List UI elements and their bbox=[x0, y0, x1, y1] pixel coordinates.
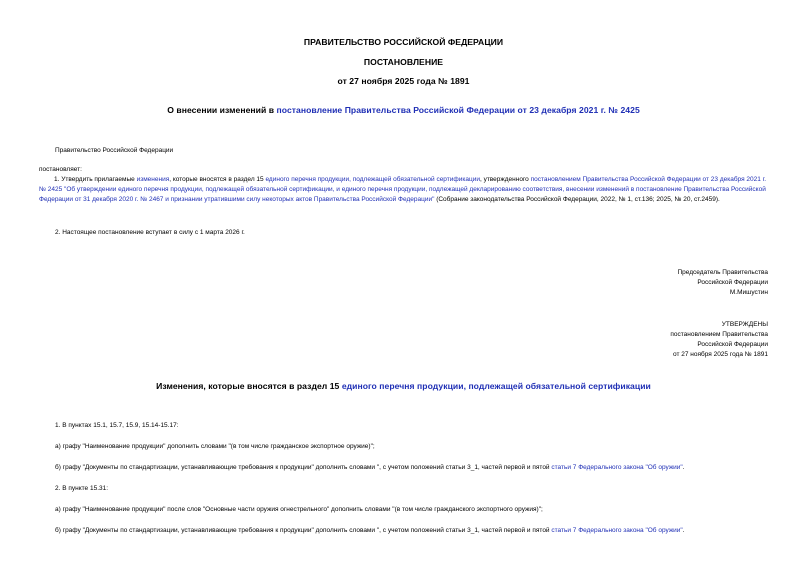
item-2a: а) графу "Наименование продукции" после слов "Основные части оружия огнестрельного" дополнить словами "(в том числе гражданского экспортного оружия)"; bbox=[55, 506, 543, 513]
approval-by: постановлением Правительства bbox=[670, 331, 768, 338]
item-2b bbox=[55, 526, 685, 536]
approval-country: Российской Федерации bbox=[697, 341, 768, 348]
link-decree-2425[interactable]: постановлением Правительства Российской Федерации от 23 декабря 2021 г. № 2425 "Об утверждении единого перечня продукции, подлежащей обязательной сертификации, и единого перечня продукции, подлежащей декларированию соответствия, внесении изменений в постановление Правительства Российской Федерации от 31 декабря 2020 г. № 2467 и признании утратившими силу некоторых актов Правительства Российской Федерации" bbox=[39, 176, 767, 203]
p1-text-3: , утвержденного bbox=[479, 176, 531, 183]
changes-title-link[interactable]: единого перечня продукции, подлежащей обязательной сертификации bbox=[341, 381, 651, 391]
title-link[interactable]: постановление Правительства Российской Федерации от 23 декабря 2021 г. № 2425 bbox=[276, 105, 640, 115]
changes-title bbox=[0, 381, 807, 391]
signature-block bbox=[677, 268, 768, 298]
signature-name: М.Мишустин bbox=[729, 289, 768, 296]
signature-position: Председатель Правительства bbox=[677, 269, 768, 276]
signature-country: Российской Федерации bbox=[697, 279, 768, 286]
item-1b bbox=[55, 463, 685, 473]
changes-title-prefix: Изменения, которые вносятся в раздел 15 bbox=[156, 381, 342, 391]
paragraph-1 bbox=[39, 175, 770, 205]
p1-text-2: , которые вносятся в раздел 15 bbox=[169, 176, 266, 183]
item-2b-text: б) графу "Документы по стандартизации, устанавливающие требования к продукции" дополнить словами ", с учетом положений статьи 3_1, частей первой и пятой bbox=[55, 527, 552, 534]
link-changes[interactable]: изменения bbox=[136, 176, 170, 183]
issuer: Правительство Российской Федерации bbox=[55, 147, 174, 154]
item-2b-end: . bbox=[682, 527, 685, 534]
approval-date: от 27 ноября 2025 года № 1891 bbox=[672, 351, 768, 358]
link-weapons-law-1[interactable]: статьи 7 Федерального закона "Об оружии" bbox=[551, 464, 683, 471]
approval-word: УТВЕРЖДЕНЫ bbox=[721, 321, 768, 328]
item-1a: а) графу "Наименование продукции" дополнить словами "(в том числе гражданское экспортное оружие)"; bbox=[55, 443, 375, 450]
item-1b-end: . bbox=[682, 464, 685, 471]
p1-text-4: (Собрание законодательства Российской Федерации, 2022, № 1, ст.136; 2025, № 20, ст.2459). bbox=[434, 196, 720, 203]
item-1b-text: б) графу "Документы по стандартизации, устанавливающие требования к продукции" дополнить словами ", с учетом положений статьи 3_1, частей первой и пятой bbox=[55, 464, 552, 471]
item-2: 2. В пункте 15.31: bbox=[55, 485, 109, 492]
paragraph-2: 2. Настоящее постановление вступает в силу с 1 марта 2026 г. bbox=[55, 229, 245, 236]
p1-text-1: 1. Утвердить прилагаемые bbox=[54, 176, 137, 183]
approval-block bbox=[670, 320, 768, 360]
link-weapons-law-2[interactable]: статьи 7 Федерального закона "Об оружии" bbox=[551, 527, 683, 534]
link-unified-list[interactable]: единого перечня продукции, подлежащей обязательной сертификации bbox=[265, 176, 480, 183]
title-prefix: О внесении изменений в bbox=[167, 105, 277, 115]
document-type: ПОСТАНОВЛЕНИЕ bbox=[363, 57, 444, 67]
document-title bbox=[0, 105, 807, 115]
decrees-word: постановляет: bbox=[39, 166, 82, 173]
date-number: от 27 ноября 2025 года № 1891 bbox=[337, 76, 470, 86]
government-heading: ПРАВИТЕЛЬСТВО РОССИЙСКОЙ ФЕДЕРАЦИИ bbox=[303, 37, 504, 47]
item-1: 1. В пунктах 15.1, 15.7, 15.9, 15.14-15.17: bbox=[55, 422, 179, 429]
